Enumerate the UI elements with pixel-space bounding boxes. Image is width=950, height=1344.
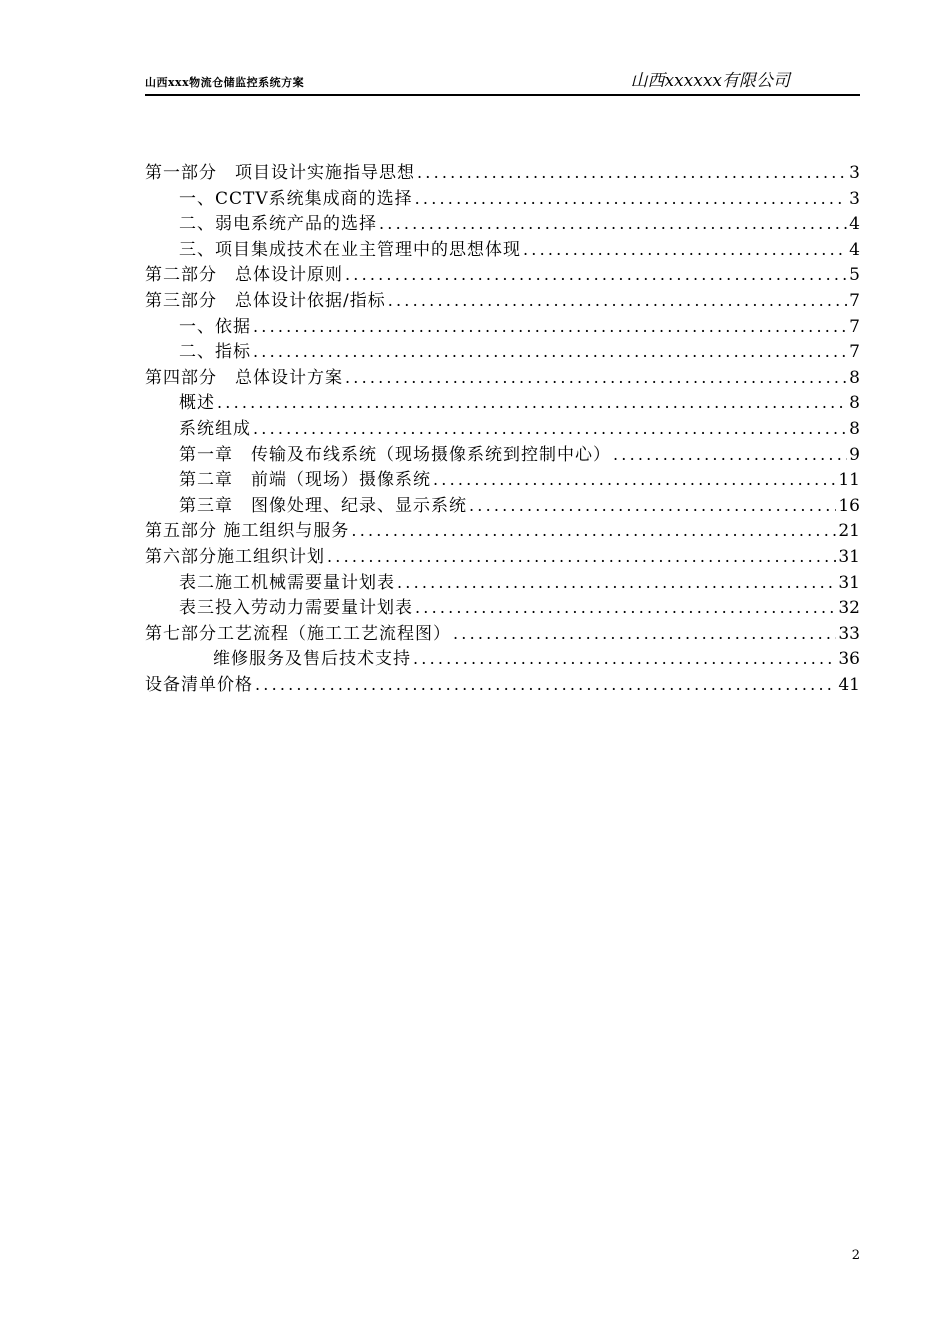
toc-entry-page: 8 — [849, 418, 860, 439]
toc-dot-leader — [251, 416, 847, 442]
toc-entry-page: 3 — [849, 163, 860, 183]
toc-entry-page: 8 — [849, 393, 860, 414]
toc-dot-leader — [343, 365, 847, 391]
toc-entry-page: 31 — [838, 546, 860, 567]
toc-dot-leader — [377, 211, 847, 237]
toc-entry-title: 二、指标 — [179, 342, 251, 363]
toc-entry-title: 第六部分施工组织计划 — [145, 546, 325, 567]
toc-entry[interactable] — [145, 493, 860, 519]
toc-entry-title: 第四部分 总体设计方案 — [145, 367, 343, 388]
toc-entry-page: 4 — [849, 214, 860, 235]
toc-entry-title: 三、项目集成技术在业主管理中的思想体现 — [179, 239, 521, 260]
toc-entry-title: 第五部分 施工组织与服务 — [145, 521, 350, 542]
toc-entry-page: 31 — [838, 572, 860, 593]
toc-entry-page: 21 — [838, 521, 860, 542]
toc-entry[interactable] — [145, 467, 860, 493]
toc-entry[interactable] — [145, 416, 860, 442]
toc-dot-leader — [386, 288, 847, 314]
toc-dot-leader — [431, 467, 836, 493]
toc-entry-title: 第二章 前端（现场）摄像系统 — [179, 470, 431, 491]
toc-entry-title: 概述 — [179, 393, 215, 414]
toc-entry-page: 11 — [838, 470, 860, 491]
toc-dot-leader — [325, 544, 836, 570]
toc-dot-leader — [349, 518, 836, 544]
toc-dot-leader — [413, 186, 848, 212]
toc-entry[interactable] — [145, 646, 860, 672]
toc-entry-page: 7 — [849, 290, 860, 311]
toc-entry[interactable] — [145, 288, 860, 314]
toc-dot-leader — [413, 595, 836, 621]
toc-entry[interactable] — [145, 365, 860, 391]
toc-entry-page: 7 — [849, 316, 860, 337]
toc-entry[interactable] — [145, 237, 860, 263]
toc-entry-title: 第二部分 总体设计原则 — [145, 265, 343, 286]
toc-entry-title: 表三投入劳动力需要量计划表 — [179, 598, 413, 619]
toc-dot-leader — [251, 339, 847, 365]
toc-entry-title: 第一章 传输及布线系统（现场摄像系统到控制中心） — [179, 444, 611, 465]
toc-dot-leader — [215, 390, 847, 416]
toc-dot-leader — [467, 493, 836, 519]
toc-entry-title: 二、弱电系统产品的选择 — [179, 214, 377, 235]
document-title: 山西xxx物流仓储监控系统方案 — [145, 76, 305, 89]
toc-entry[interactable] — [145, 672, 860, 698]
toc-entry-title: 表二施工机械需要量计划表 — [179, 572, 395, 593]
toc-entry[interactable] — [145, 186, 860, 212]
toc-dot-leader — [415, 160, 847, 186]
toc-entry-page: 9 — [849, 444, 860, 465]
toc-dot-leader — [611, 442, 847, 468]
toc-dot-leader — [253, 672, 836, 698]
toc-entry[interactable] — [145, 160, 860, 186]
toc-entry[interactable] — [145, 442, 860, 468]
toc-entry-page: 41 — [838, 674, 860, 695]
toc-dot-leader — [395, 570, 836, 596]
toc-dot-leader — [451, 621, 836, 647]
toc-entry-page: 4 — [849, 239, 860, 260]
toc-entry-page: 16 — [838, 495, 860, 516]
toc-entry-title: 设备清单价格 — [145, 674, 253, 695]
page-number: 2 — [851, 1248, 860, 1263]
toc-entry[interactable] — [145, 339, 860, 365]
toc-entry-title: 一、依据 — [179, 316, 251, 337]
toc-entry-title: 一、CCTV系统集成商的选择 — [179, 188, 413, 209]
toc-dot-leader — [343, 262, 847, 288]
toc-dot-leader — [521, 237, 847, 263]
toc-entry-page: 7 — [849, 342, 860, 363]
toc-entry-page: 36 — [838, 649, 860, 670]
table-of-contents — [145, 160, 860, 697]
toc-entry[interactable] — [145, 390, 860, 416]
toc-entry-page: 3 — [849, 188, 860, 209]
toc-entry[interactable] — [145, 570, 860, 596]
toc-entry[interactable] — [145, 595, 860, 621]
toc-entry-title: 第三部分 总体设计依据/指标 — [145, 290, 386, 311]
toc-entry-title: 维修服务及售后技术支持 — [213, 649, 411, 670]
toc-entry[interactable] — [145, 262, 860, 288]
toc-entry-title: 第七部分工艺流程（施工工艺流程图） — [145, 623, 451, 644]
toc-entry-title: 第一部分 项目设计实施指导思想 — [145, 163, 415, 183]
toc-entry-page: 5 — [849, 265, 860, 286]
toc-dot-leader — [411, 646, 836, 672]
toc-entry[interactable] — [145, 314, 860, 340]
toc-dot-leader — [251, 314, 847, 340]
toc-entry[interactable] — [145, 544, 860, 570]
toc-entry-title: 系统组成 — [179, 418, 251, 439]
toc-entry[interactable] — [145, 518, 860, 544]
toc-entry[interactable] — [145, 621, 860, 647]
toc-entry-title: 第三章 图像处理、纪录、显示系统 — [179, 495, 467, 516]
toc-entry-page: 8 — [849, 367, 860, 388]
company-name: 山西xxxxxx有限公司 — [630, 71, 790, 91]
toc-entry[interactable] — [145, 211, 860, 237]
page-header — [145, 64, 860, 96]
toc-entry-page: 32 — [838, 598, 860, 619]
toc-entry-page: 33 — [838, 623, 860, 644]
